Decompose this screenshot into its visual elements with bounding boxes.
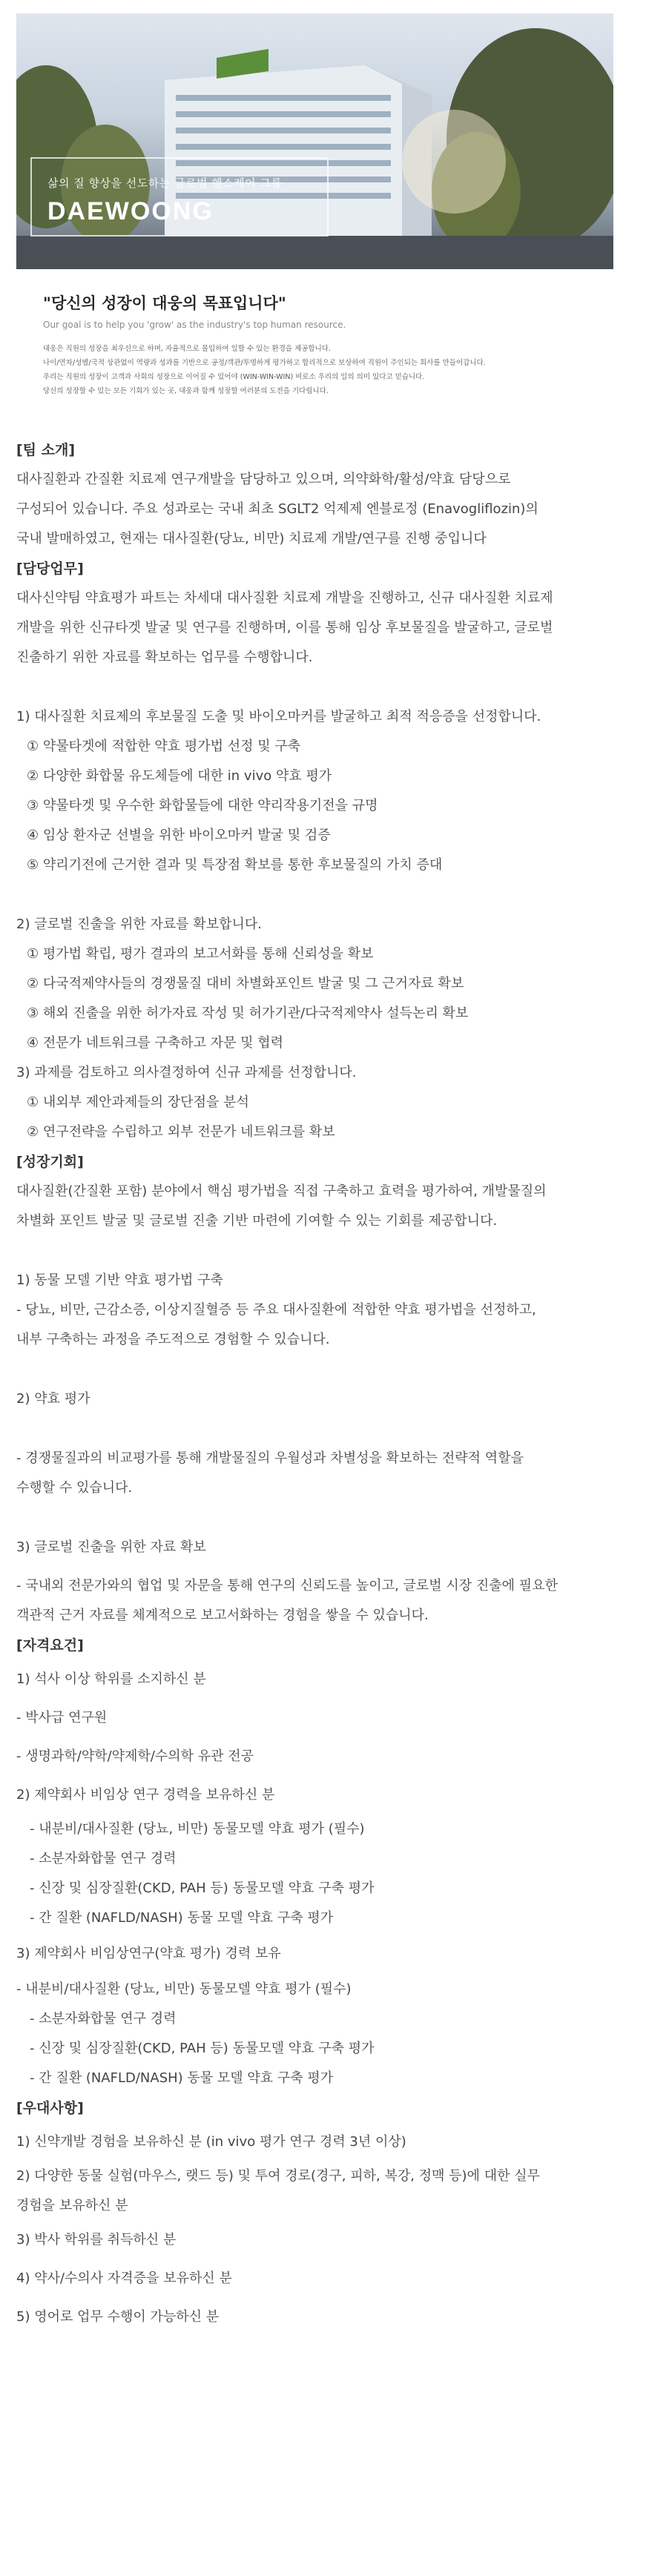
intro-line: 우리는 직원의 성장이 고객과 사회의 성장으로 이어질 수 있어야 (WIN-WIN-WIN) 비로소 우리의 일의 의미 있다고 믿습니다. — [43, 373, 425, 381]
growth-line: 차별화 포인트 발굴 및 글로벌 진출 기반 마련에 기여할 수 있는 기회를 제공합니다. — [16, 1213, 498, 1229]
qual-subitem: - 내분비/대사질환 (당뇨, 비만) 동물모델 약효 평가 (필수) — [30, 1821, 365, 1837]
pref-item: 2) 다양한 동물 실험(마우스, 랫드 등) 및 투여 경로(경구, 피하, 복강, 정맥 등)에 대한 실무 — [16, 2168, 540, 2184]
qual-heading: [자격요건] — [16, 1637, 84, 1654]
pref-item: 1) 신약개발 경험을 보유하신 분 (in vivo 평가 연구 경력 3년 이상) — [16, 2134, 406, 2150]
duty-item: 2) 글로벌 진출을 위한 자료를 확보합니다. — [16, 917, 263, 932]
duty-subitem: ② 다양한 화합물 유도체들에 대한 in vivo 약효 평가 — [27, 768, 332, 784]
duty-subitem: ④ 임상 환자군 선별을 위한 바이오마커 발굴 및 검증 — [27, 828, 331, 843]
duty-subitem: ② 연구전략을 수립하고 외부 전문가 네트워크를 확보 — [27, 1124, 335, 1140]
qual-subitem: - 내분비/대사질환 (당뇨, 비만) 동물모델 약효 평가 (필수) — [16, 1981, 352, 1997]
qual-subitem: - 간 질환 (NAFLD/NASH) 동물 모델 약효 구축 평가 — [30, 1910, 334, 1926]
duty-line: 진출하기 위한 자료를 확보하는 업무를 수행합니다. — [16, 650, 313, 665]
growth-item-line: 객관적 근거 자료를 체계적으로 보고서화하는 경험을 쌓을 수 있습니다. — [16, 1608, 429, 1623]
team-line: 구성되어 있습니다. 주요 성과로는 국내 최초 SGLT2 억제제 엔블로정 (Enavogliflozin)의 — [16, 501, 538, 517]
pref-item: 3) 박사 학위를 취득하신 분 — [16, 2232, 177, 2248]
growth-item-line: 수행할 수 있습니다. — [16, 1480, 133, 1496]
intro-line: 대웅은 직원의 성장을 최우선으로 하며, 자율적으로 몰입하여 일할 수 있는 환경을 제공합니다. — [43, 345, 331, 353]
building-photo — [16, 13, 613, 269]
pref-item: 4) 약사/수의사 자격증을 보유하신 분 — [16, 2270, 232, 2286]
qual-item: - 박사급 연구원 — [16, 1710, 108, 1725]
growth-item-line: - 당뇨, 비만, 근감소증, 이상지질혈증 등 주요 대사질환에 적합한 약효 평가법을 선정하고, — [16, 1302, 536, 1318]
growth-heading: [성장기회] — [16, 1154, 84, 1170]
duty-heading: [담당업무] — [16, 561, 84, 577]
duty-item: 3) 과제를 검토하고 의사결정하여 신규 과제를 선정합니다. — [16, 1065, 357, 1080]
intro-section — [0, 269, 646, 398]
growth-item-line: - 경쟁물질과의 비교평가를 통해 개발물질의 우월성과 차별성을 확보하는 전략적 역할을 — [16, 1450, 524, 1466]
qual-subitem: - 신장 및 심장질환(CKD, PAH 등) 동물모델 약효 구축 평가 — [30, 2041, 375, 2056]
growth-item-title: 1) 동물 모델 기반 약효 평가법 구축 — [16, 1272, 223, 1288]
duty-line: 개발을 위한 신규타겟 발굴 및 연구를 진행하며, 이를 통해 임상 후보물질을 발굴하고, 글로벌 — [16, 620, 553, 635]
intro-subtitle: Our goal is to help you 'grow' as the industry's top human resource. — [43, 320, 346, 330]
qual-subitem: - 신장 및 심장질환(CKD, PAH 등) 동물모델 약효 구축 평가 — [30, 1880, 375, 1896]
qual-item: 1) 석사 이상 학위를 소지하신 분 — [16, 1671, 206, 1687]
hero-banner — [16, 13, 613, 269]
pref-item: 5) 영어로 업무 수행이 가능하신 분 — [16, 2309, 220, 2325]
duty-subitem: ③ 약물타겟 및 우수한 화합물들에 대한 약리작용기전을 규명 — [27, 798, 378, 813]
duty-subitem: ① 평가법 확립, 평가 결과의 보고서화를 통해 신뢰성을 확보 — [27, 946, 374, 962]
pref-heading: [우대사항] — [16, 2100, 84, 2116]
qual-item: - 생명과학/약학/약제학/수의학 유관 전공 — [16, 1748, 254, 1764]
duty-subitem: ② 다국적제약사들의 경쟁물질 대비 차별화포인트 발굴 및 그 근거자료 확보 — [27, 976, 464, 991]
company-logo-text: DAEWOONG — [47, 197, 214, 225]
growth-line: 대사질환(간질환 포함) 분야에서 핵심 평가법을 직접 구축하고 효력을 평가하여, 개발물질의 — [16, 1183, 547, 1199]
qual-subitem: - 간 질환 (NAFLD/NASH) 동물 모델 약효 구축 평가 — [30, 2070, 334, 2086]
duty-subitem: ③ 해외 진출을 위한 허가자료 작성 및 허가기관/다국적제약사 설득논리 확보 — [27, 1005, 469, 1021]
qual-item: 2) 제약회사 비임상 연구 경력을 보유하신 분 — [16, 1787, 275, 1803]
team-line: 대사질환과 간질환 치료제 연구개발을 담당하고 있으며, 의약화학/활성/약효 담당으로 — [16, 472, 511, 487]
intro-line: 당신의 성장할 수 있는 모든 기회가 있는 곳, 대웅과 함께 성장할 여러분의 도전을 기다립니다. — [43, 387, 329, 395]
intro-title: "당신의 성장이 대웅의 목표입니다" — [43, 294, 286, 312]
intro-line: 나이/연차/성별/국적 상관없이 역량과 성과를 기반으로 공정/객관/투명하게 평가하고 합리적으로 보상하여 직원이 주인되는 회사를 만들어갑니다. — [43, 359, 486, 367]
growth-item-title: 2) 약효 평가 — [16, 1391, 90, 1407]
growth-item-line: 내부 구축하는 과정을 주도적으로 경험할 수 있습니다. — [16, 1332, 330, 1347]
duty-subitem: ④ 전문가 네트워크를 구축하고 자문 및 협력 — [27, 1035, 284, 1051]
team-heading: [팀 소개] — [16, 442, 76, 458]
job-description — [0, 398, 613, 2366]
banner-subtitle: 삶의 질 향상을 선도하는 글로벌 헬스케어 그룹 — [47, 176, 283, 190]
duty-subitem: ① 약물타겟에 적합한 약효 평가법 선정 및 구축 — [27, 739, 301, 754]
duty-subitem: ⑤ 약리기전에 근거한 결과 및 특장점 확보를 통한 후보물질의 가치 증대 — [27, 857, 443, 873]
intro-lines — [43, 342, 646, 398]
pref-item: 경험을 보유하신 분 — [16, 2198, 128, 2213]
team-line: 국내 발매하였고, 현재는 대사질환(당뇨, 비만) 치료제 개발/연구를 진행 중입니다 — [16, 531, 487, 546]
duty-item: 1) 대사질환 치료제의 후보물질 도출 및 바이오마커를 발굴하고 최적 적응증을 선정합니다. — [16, 709, 541, 724]
duty-subitem: ① 내외부 제안과제들의 장단점을 분석 — [27, 1094, 249, 1110]
growth-item-line: - 국내외 전문가와의 협업 및 자문을 통해 연구의 신뢰도를 높이고, 글로벌 시장 진출에 필요한 — [16, 1578, 558, 1594]
qual-item: 3) 제약회사 비임상연구(약효 평가) 경력 보유 — [16, 1946, 281, 1961]
qual-subitem: - 소분자화합물 연구 경력 — [30, 1851, 177, 1866]
qual-subitem: - 소분자화합물 연구 경력 — [30, 2011, 177, 2027]
growth-item-title: 3) 글로벌 진출을 위한 자료 확보 — [16, 1539, 206, 1555]
duty-line: 대사신약팀 약효평가 파트는 차세대 대사질환 치료제 개발을 진행하고, 신규 대사질환 치료제 — [16, 590, 553, 606]
